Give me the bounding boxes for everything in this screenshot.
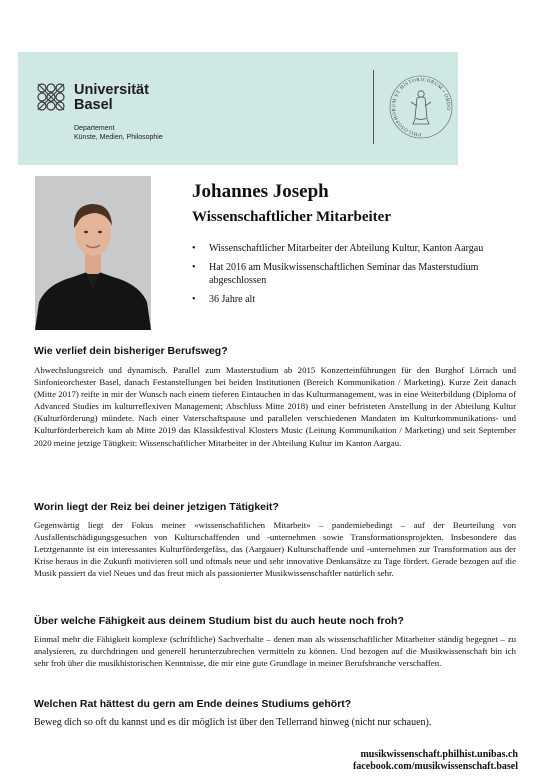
fact-item: • 36 Jahre alt — [192, 293, 492, 306]
fact-item: • Hat 2016 am Musikwissenschaftlichen Seminar das Masterstudium abgeschlossen — [192, 261, 492, 287]
person-name: Johannes Joseph — [192, 181, 329, 202]
question-advice: Welchen Rat hättest du gern am Ende deines Studiums gehört? — [34, 698, 352, 710]
answer-career: Abwechslungsreich und dynamisch. Parallel zum Masterstudium ab 2015 Konzerteinführungen für den Burghof Lörrach und Sinfonieorchester Basel, danach Festanstellungen bei beiden Institutionen (Bereich Kommunikation / Marketing). Kurze Zeit danach (Mitte 2017) reifte in mir der Wunsch nach einem tieferen Eintauchen in das Kulturmanagement, was in eine Weiterbildung (Diploma of Advanced Studies im kulturreflexiven Management; Abschluss Mitte 2018) und einer befristeten Anstellung in der Abteilung Kultur (Kulturförderung) mündete. Nach einer Vaterschaftspause und parallelen verschiedenen Mandaten im Kulturkommunikations- und Kulturförderbereich kam ab Mitte 2019 das Klassikfestival Klosters Music (Leitung Kommunikation / Marketing) und seit September 2020 meine jetzige Tätigkeit: Wissenschaftlicher Mitarbeiter in der Abteilung Kultur im Kanton Aargau. — [34, 365, 516, 448]
portrait-image — [35, 176, 151, 330]
department-name: Departement Künste, Medien, Philosophie — [74, 125, 163, 141]
question-career: Wie verlief dein bisheriger Berufsweg? — [34, 345, 228, 357]
question-current-job: Worin liegt der Reiz bei deiner jetzigen Tätigkeit? — [34, 501, 279, 513]
profile-facts-list — [192, 242, 492, 312]
header-banner — [18, 52, 458, 165]
svg-text:PHILOSOPHORUM ET HISTORICORUM: PHILOSOPHORUM ET HISTORICORUM • ORDO — [391, 77, 451, 137]
question-skills: Über welche Fähigkeit aus deinem Studium bist du auch heute noch froh? — [34, 615, 404, 627]
facebook-link[interactable]: facebook.com/musikwissenschaft.basel — [352, 761, 518, 772]
answer-skills: Einmal mehr die Fähigkeit komplexe (schriftliche) Sachverhalte – denen man als wissenschaftlicher Mitarbeiter ständig begegnet – zu analysieren, zu durchdringen und generell herunterzubrechen vermitteln zu können. Und bezogen auf die Musikwissenschaft bin ich sehr froh über die musikhistorischen Kenntnisse, die mir eine gute Grundlage in meiner Berufsbranche verschaffen. — [34, 634, 516, 669]
faculty-seal-icon — [386, 72, 456, 144]
person-role: Wissenschaftlicher Mitarbeiter — [192, 209, 391, 225]
university-logo-icon — [34, 80, 68, 114]
header-divider — [373, 70, 374, 144]
footer-links — [353, 749, 518, 773]
website-link[interactable]: musikwissenschaft.philhist.unibas.ch — [360, 749, 518, 760]
university-name: Universität Basel — [74, 82, 149, 113]
portrait-photo — [35, 176, 151, 330]
answer-current-job: Gegenwärtig liegt der Fokus meiner «wissenschaftlichen Mitarbeit» – pandemiebedingt – auf der Beurteilung von Ausfallentschädigungsgesuchen von Kulturschaffenden und -unternehmen sowie Transformationsprojekten. Insbesondere das Letztgenannte ist ein interessantes Kulturfördergefäss, das (Aargauer) Kulturschaffende und -unternehmen zur Transformation aus der Krise heraus in die Zukunft motivieren soll und oftmals neue und sehr innovative Denkansätze zu Tage fördert. Gerade bezogen auf die Musik passiert da viel Neues und das freut mich als passionierter Musikwissenschaftler natürlich sehr. — [34, 520, 516, 579]
fact-item: • Wissenschaftlicher Mitarbeiter der Abteilung Kultur, Kanton Aargau — [192, 242, 492, 255]
answer-advice: Beweg dich so oft du kannst und es dir möglich ist über den Tellerrand hinweg (nicht nur schauen). — [34, 717, 432, 728]
